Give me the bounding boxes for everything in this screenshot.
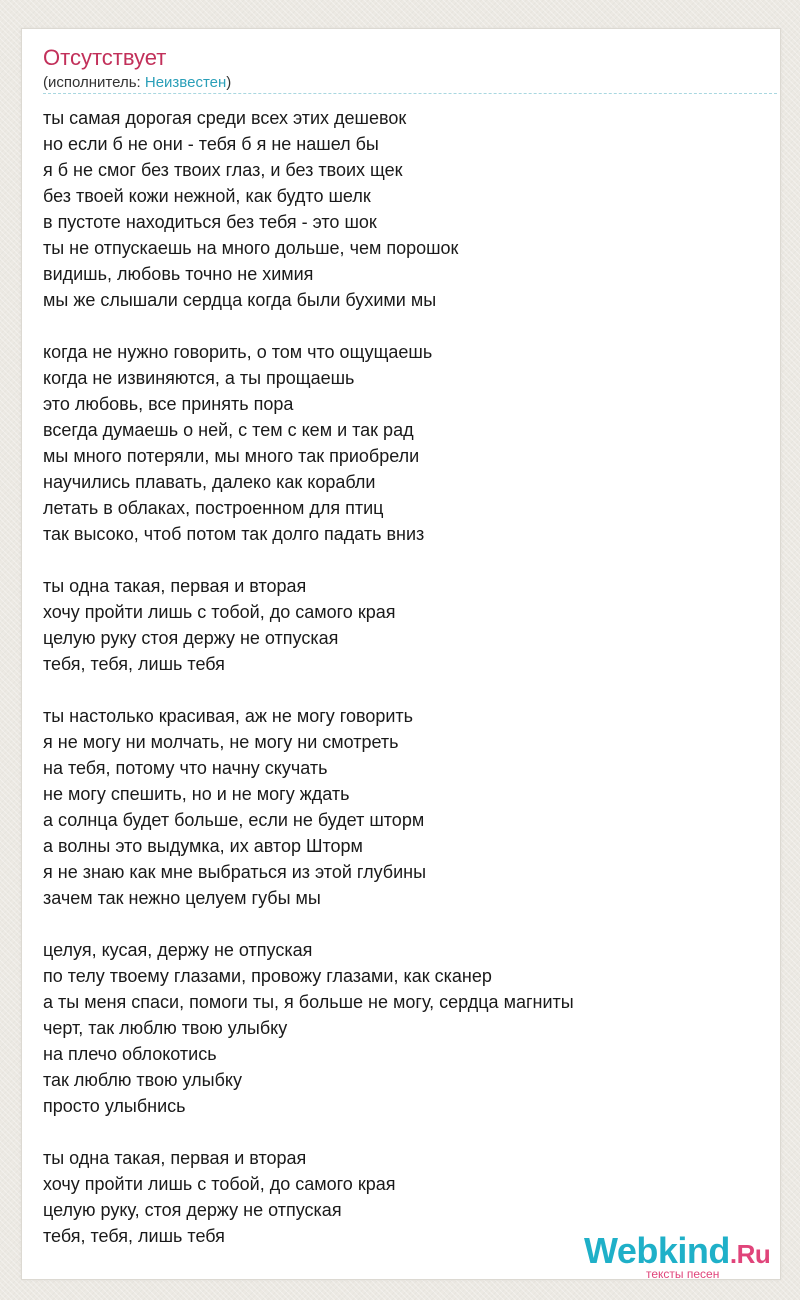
lyric-line: ты одна такая, первая и вторая [43,576,307,596]
stanza [43,573,763,677]
lyric-line: ты настолько красивая, аж не могу говорить [43,706,414,726]
lyric-line: тебя, тебя, лишь тебя [43,1226,225,1246]
lyric-line: так люблю твою улыбку [43,1070,242,1090]
stanza [43,105,763,313]
lyric-line: просто улыбнись [43,1096,186,1116]
lyric-line: это любовь, все принять пора [43,394,294,414]
lyric-line: всегда думаешь о ней, с тем с кем и так рад [43,420,414,440]
logo-tagline: тексты песен [646,1267,720,1281]
lyric-line: по телу твоему глазами, провожу глазами, как сканер [43,966,492,986]
artist-suffix: ) [226,74,232,91]
artist-prefix: (исполнитель: [43,74,145,91]
lyric-line: целуя, кусая, держу не отпуская [43,940,313,960]
logo-brand-name: Webkind [584,1230,730,1271]
lyric-line: когда не нужно говорить, о том что ощущаешь [43,342,433,362]
lyric-line: на плечо облокотись [43,1044,217,1064]
lyric-line: в пустоте находиться без тебя - это шок [43,212,377,232]
stanza [43,339,763,547]
song-title: Отсутствует [43,45,167,70]
lyric-line: а ты меня спаси, помоги ты, я больше не могу, сердца магниты [43,992,574,1012]
lyric-line: я б не смог без твоих глаз, и без твоих щек [43,160,403,180]
divider [43,93,777,94]
lyric-line: так высоко, чтоб потом так долго падать вниз [43,524,425,544]
stanza [43,937,763,1119]
webkind-logo [584,1231,784,1283]
lyrics-body [43,105,763,1275]
lyric-line: не могу спешить, но и не могу ждать [43,784,350,804]
logo-tld: .Ru [729,1239,771,1269]
lyric-line: но если б не они - тебя б я не нашел бы [43,134,379,154]
lyric-line: а волны это выдумка, их автор Шторм [43,836,363,856]
lyric-line: хочу пройти лишь с тобой, до самого края [43,1174,396,1194]
lyric-line: научились плавать, далеко как корабли [43,472,376,492]
lyric-line: целую руку, стоя держу не отпуская [43,1200,342,1220]
lyric-line: мы много потеряли, мы много так приобрели [43,446,420,466]
lyric-line: я не могу ни молчать, не могу ни смотреть [43,732,399,752]
lyric-line: хочу пройти лишь с тобой, до самого края [43,602,396,622]
lyrics-card [21,28,781,1280]
artist-line [43,73,231,93]
lyric-line: я не знаю как мне выбраться из этой глубины [43,862,427,882]
stanza [43,703,763,911]
lyric-line: а солнца будет больше, если не будет шторм [43,810,425,830]
lyric-line: летать в облаках, построенном для птиц [43,498,384,518]
lyric-line: целую руку стоя держу не отпуская [43,628,339,648]
lyric-line: черт, так люблю твою улыбку [43,1018,288,1038]
lyric-line: мы же слышали сердца когда были бухими мы [43,290,437,310]
lyric-line: тебя, тебя, лишь тебя [43,654,225,674]
artist-link[interactable]: Неизвестен [144,74,227,91]
lyric-line: на тебя, потому что начну скучать [43,758,328,778]
lyric-line: зачем так нежно целуем губы мы [43,888,321,908]
lyric-line: ты самая дорогая среди всех этих дешевок [43,108,407,128]
lyric-line: видишь, любовь точно не химия [43,264,314,284]
lyric-line: без твоей кожи нежной, как будто шелк [43,186,371,206]
lyric-line: когда не извиняются, а ты прощаешь [43,368,355,388]
lyric-line: ты одна такая, первая и вторая [43,1148,307,1168]
lyric-line: ты не отпускаешь на много дольше, чем порошок [43,238,459,258]
